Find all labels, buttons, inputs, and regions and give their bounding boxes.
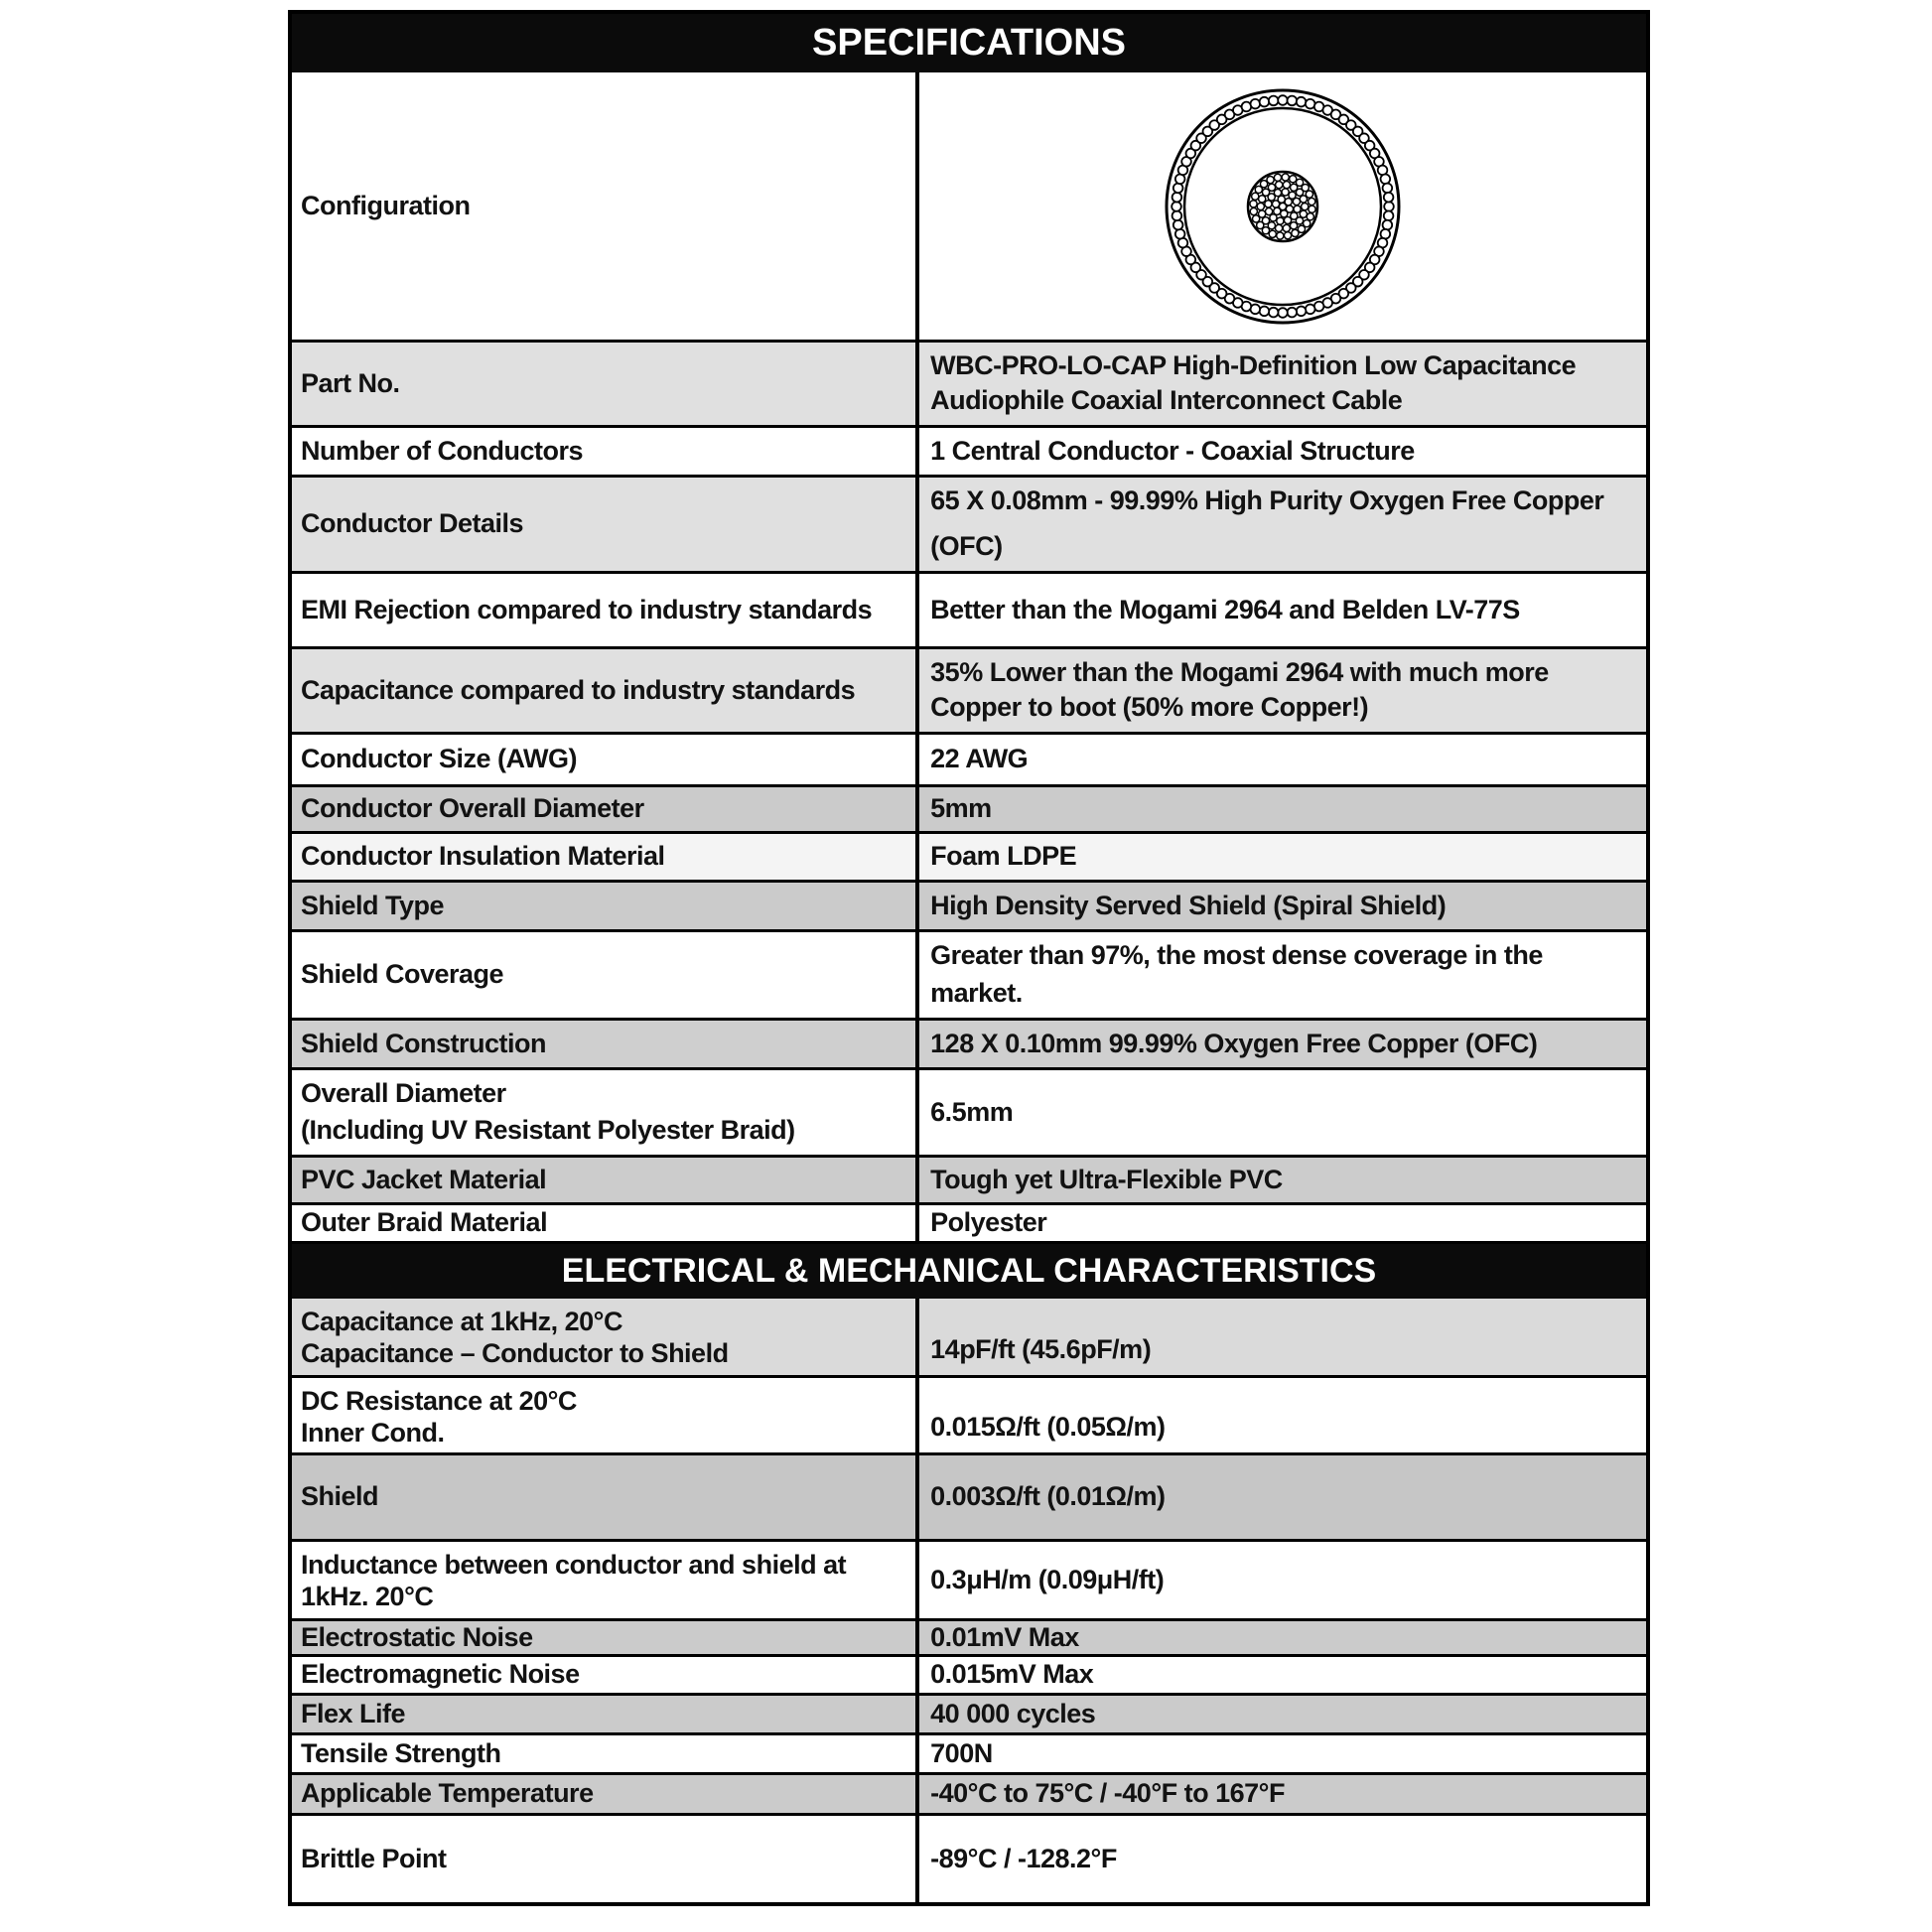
text-line: 0.015Ω/ft (0.05Ω/m) — [930, 1412, 1166, 1443]
text-line: 0.003Ω/ft (0.01Ω/m) — [930, 1481, 1166, 1512]
text-line: Applicable Temperature — [301, 1778, 594, 1809]
electrical-mechanical-header: ELECTRICAL & MECHANICAL CHARACTERISTICS — [292, 1244, 1646, 1299]
text-line: Shield Coverage — [301, 959, 504, 990]
row-flex-life — [292, 1696, 1646, 1735]
label-dc-resistance-inner-cond — [292, 1378, 919, 1452]
text-line: Tough yet Ultra-Flexible PVC — [930, 1164, 1283, 1194]
text-line: -40°C to 75°C / -40°F to 167°F — [930, 1778, 1285, 1809]
label-number-of-conductors — [292, 428, 919, 475]
text-line: EMI Rejection compared to industry standards — [301, 594, 873, 624]
text-line: 65 X 0.08mm - 99.99% High Purity Oxygen Free Copper — [930, 485, 1604, 515]
value-applicable-temperature — [919, 1775, 1646, 1813]
value-shield-type — [919, 883, 1646, 929]
text-line: Audiophile Coaxial Interconnect Cable — [930, 385, 1403, 416]
row-emi-rejection — [292, 574, 1646, 649]
row-pvc-jacket-material — [292, 1158, 1646, 1205]
text-line: 6.5mm — [930, 1096, 1014, 1127]
row-configuration — [292, 72, 1646, 343]
row-inductance — [292, 1542, 1646, 1621]
value-conductor-overall-diameter — [919, 787, 1646, 831]
label-applicable-temperature — [292, 1775, 919, 1813]
label-capacitance-at-1khz — [292, 1299, 919, 1375]
text-line: 14pF/ft (45.6pF/m) — [930, 1334, 1152, 1365]
row-electrostatic-noise — [292, 1621, 1646, 1657]
value-number-of-conductors — [919, 428, 1646, 475]
text-line: Capacitance – Conductor to Shield — [301, 1337, 729, 1368]
label-overall-diameter — [292, 1070, 919, 1155]
text-line: High Density Served Shield (Spiral Shield) — [930, 890, 1447, 920]
text-line: 1kHz. 20°C — [301, 1581, 434, 1611]
value-capacitance-at-1khz — [919, 1299, 1646, 1375]
label-emi-rejection — [292, 574, 919, 646]
text-line: 35% Lower than the Mogami 2964 with much more — [930, 657, 1549, 687]
text-line: Brittle Point — [301, 1843, 447, 1873]
text-line: (Including UV Resistant Polyester Braid) — [301, 1115, 795, 1146]
text-line: -89°C / -128.2°F — [930, 1843, 1117, 1873]
row-outer-braid-material — [292, 1205, 1646, 1244]
text-line: Configuration — [301, 190, 471, 220]
text-line: 22 AWG — [930, 744, 1029, 774]
row-conductor-size-awg — [292, 735, 1646, 787]
text-line: market. — [930, 978, 1023, 1009]
value-emi-rejection — [919, 574, 1646, 646]
row-capacitance-compared — [292, 649, 1646, 735]
text-line: Shield Type — [301, 890, 445, 920]
label-shield-resistance — [292, 1455, 919, 1539]
row-tensile-strength — [292, 1735, 1646, 1775]
value-shield-coverage — [919, 932, 1646, 1018]
row-applicable-temperature — [292, 1775, 1646, 1816]
text-line: Tensile Strength — [301, 1737, 501, 1768]
label-tensile-strength — [292, 1735, 919, 1772]
text-line: Electrostatic Noise — [301, 1621, 533, 1652]
row-overall-diameter — [292, 1070, 1646, 1158]
value-dc-resistance-inner-cond — [919, 1378, 1646, 1452]
text-line: Overall Diameter — [301, 1078, 506, 1108]
text-line: Flex Life — [301, 1698, 406, 1728]
row-shield-coverage — [292, 932, 1646, 1021]
value-part-no — [919, 343, 1646, 425]
row-number-of-conductors — [292, 428, 1646, 478]
text-line: 5mm — [930, 793, 992, 824]
label-inductance — [292, 1542, 919, 1618]
value-pvc-jacket-material — [919, 1158, 1646, 1202]
label-outer-braid-material — [292, 1205, 919, 1241]
label-shield-type — [292, 883, 919, 929]
text-line: Foam LDPE — [930, 841, 1077, 872]
value-tensile-strength — [919, 1735, 1646, 1772]
text-line: Part No. — [301, 367, 400, 398]
value-overall-diameter — [919, 1070, 1646, 1155]
label-configuration — [292, 72, 919, 340]
text-line: Shield — [301, 1481, 379, 1512]
label-electrostatic-noise — [292, 1621, 919, 1654]
text-line: Capacitance at 1kHz, 20°C — [301, 1307, 622, 1336]
text-line: (OFC) — [930, 531, 1003, 562]
row-conductor-overall-diameter — [292, 787, 1646, 834]
value-electrostatic-noise — [919, 1621, 1646, 1654]
row-capacitance-at-1khz — [292, 1299, 1646, 1378]
label-shield-construction — [292, 1021, 919, 1067]
value-configuration — [919, 72, 1646, 340]
row-dc-resistance-inner-cond — [292, 1378, 1646, 1455]
text-line: Number of Conductors — [301, 435, 583, 466]
text-line: 0.015mV Max — [930, 1659, 1094, 1690]
text-line: Better than the Mogami 2964 and Belden LV-77S — [930, 594, 1520, 624]
label-shield-coverage — [292, 932, 919, 1018]
value-electromagnetic-noise — [919, 1657, 1646, 1693]
label-capacitance-compared — [292, 649, 919, 732]
text-line: Copper to boot (50% more Copper!) — [930, 692, 1369, 723]
text-line: Conductor Insulation Material — [301, 841, 665, 872]
label-electromagnetic-noise — [292, 1657, 919, 1693]
value-conductor-insulation-material — [919, 834, 1646, 880]
text-line: Conductor Overall Diameter — [301, 793, 644, 824]
label-brittle-point — [292, 1816, 919, 1902]
text-line: Conductor Details — [301, 508, 524, 539]
value-conductor-size-awg — [919, 735, 1646, 784]
label-conductor-size-awg — [292, 735, 919, 784]
text-line: DC Resistance at 20°C — [301, 1386, 577, 1416]
label-flex-life — [292, 1696, 919, 1732]
text-line: PVC Jacket Material — [301, 1164, 547, 1194]
row-shield-construction — [292, 1021, 1646, 1070]
value-outer-braid-material — [919, 1205, 1646, 1241]
text-line: 700N — [930, 1737, 993, 1768]
text-line: Conductor Size (AWG) — [301, 744, 577, 774]
text-line: Shield Construction — [301, 1028, 546, 1058]
text-line: 0.3μH/m (0.09μH/ft) — [930, 1564, 1165, 1594]
label-part-no — [292, 343, 919, 425]
row-shield-resistance — [292, 1455, 1646, 1542]
row-electromagnetic-noise — [292, 1657, 1646, 1696]
text-line: Outer Braid Material — [301, 1207, 548, 1238]
label-conductor-details — [292, 478, 919, 571]
label-pvc-jacket-material — [292, 1158, 919, 1202]
text-line: 40 000 cycles — [930, 1698, 1096, 1728]
row-conductor-details — [292, 478, 1646, 574]
text-line: 0.01mV Max — [930, 1621, 1079, 1652]
value-inductance — [919, 1542, 1646, 1618]
value-capacitance-compared — [919, 649, 1646, 732]
text-line: 128 X 0.10mm 99.99% Oxygen Free Copper (OFC) — [930, 1028, 1538, 1058]
row-part-no — [292, 343, 1646, 428]
text-line: WBC-PRO-LO-CAP High-Definition Low Capacitance — [930, 350, 1577, 380]
label-conductor-insulation-material — [292, 834, 919, 880]
text-line: Capacitance compared to industry standards — [301, 674, 856, 705]
label-conductor-overall-diameter — [292, 787, 919, 831]
value-flex-life — [919, 1696, 1646, 1732]
text-line: Electromagnetic Noise — [301, 1659, 580, 1690]
row-shield-type — [292, 883, 1646, 932]
text-line: Inductance between conductor and shield at — [301, 1550, 847, 1580]
row-brittle-point — [292, 1816, 1646, 1902]
text-line: Inner Cond. — [301, 1417, 445, 1448]
text-line: Greater than 97%, the most dense coverage in the — [930, 940, 1543, 970]
electrical-mechanical-rows — [292, 1299, 1646, 1902]
value-brittle-point — [919, 1816, 1646, 1902]
coax-cross-section-diagram — [1154, 77, 1412, 336]
specifications-header: SPECIFICATIONS — [292, 14, 1646, 72]
value-conductor-details — [919, 478, 1646, 571]
specifications-rows — [292, 72, 1646, 1244]
row-conductor-insulation-material — [292, 834, 1646, 883]
text-line: Polyester — [930, 1207, 1047, 1238]
value-shield-construction — [919, 1021, 1646, 1067]
text-line: 1 Central Conductor - Coaxial Structure — [930, 435, 1415, 466]
specifications-table — [288, 10, 1650, 1906]
value-shield-resistance — [919, 1455, 1646, 1539]
